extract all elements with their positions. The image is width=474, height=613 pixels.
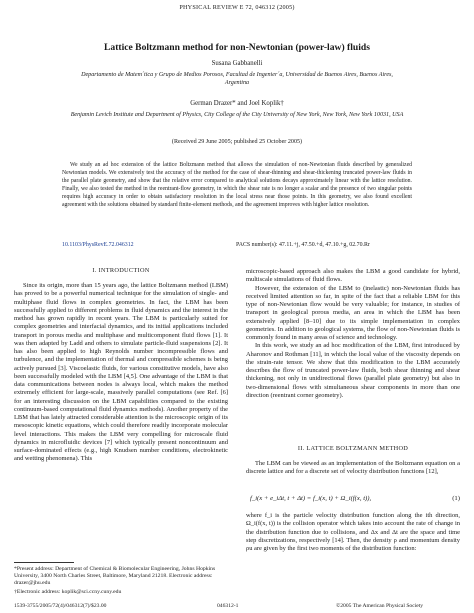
copyright-line: ©2005 The American Physical Society <box>336 603 424 609</box>
paper-title: Lattice Boltzmann method for non-Newtonian (power-law) fluids <box>104 42 370 53</box>
intro-paragraph-3: In this work, we study an ad hoc modification of the LBM, first introduced by Aharonov and Rothman [11], in which the local value of the viscosity depends on the strain-rate tensor. We show that this modification to the LBM accurately describes the flow of truncated power-law fluids, both shear thinning and shear thickening, not only in unidirectional flows (parallel plate geometry) but also in two-dimensional flows with simultaneous shear components in more than one direction (reentrant corner geometry). <box>246 342 460 399</box>
doi-link[interactable]: 10.1103/PhysRevE.72.046312 <box>62 242 134 248</box>
authors-drazer-koplik: German Drazer* and Joel Koplik† <box>190 100 284 107</box>
footnote-present-address: *Present address: Department of Chemical & Biomolecular Engineering, Johns Hopkins University, 3400 North Charles Street, Baltimore, Maryland 21218. Electronic address: drazer@jhu.edu <box>14 566 216 587</box>
issn-line: 1539-3755/2005/72(4)/046312(7)/$23.00 <box>14 603 107 609</box>
affiliation-line-2: Argentina <box>224 80 250 86</box>
lbm-explanation <box>246 512 460 553</box>
section-heading-lbm: II. LATTICE BOLTZMANN METHOD <box>297 445 409 452</box>
author-gabbanelli: Susana Gabbanelli <box>211 60 263 67</box>
right-column <box>246 268 460 400</box>
left-column <box>14 282 228 464</box>
footnote-divider <box>14 562 74 563</box>
section-heading-introduction: I. INTRODUCTION <box>92 267 150 274</box>
equation-body: f_i(x + e_iΔt, t + Δt) = f_i(x, t) + Ω_i(f(x, t)), <box>250 495 372 502</box>
equation-number: (1) <box>452 495 460 502</box>
intro-paragraph-2: However, the extension of the LBM to (inelastic) non-Newtonian fluids has received limited attention so far, in spite of the fact that a reliable LBM for this type of non-Newtonian flow would be very valuable; for instance, in studies of transport in geological porous media, an area in which the LBM has been extensively applied [8–10] due to its simple implementation in complex geometries. In addition to geological systems, the flow of non-Newtonian fluids is commonly found in many areas of science and technology. <box>246 284 460 341</box>
lbm-intro <box>246 460 460 477</box>
affiliation-buenos-aires <box>30 71 444 87</box>
received-date: (Received 29 June 2005; published 25 October 2005) <box>171 139 303 145</box>
intro-paragraph-continued: microscopic-based approach also makes the LBM a good candidate for hybrid, multiscale simulations of fluid flows. <box>246 268 460 284</box>
affiliation-line-1: Departamento de Matem´tica y Grupo de Medios Porosos, Facultad de Ingenier´a, Universidad de Buenos Aires, Buenos Aires, <box>81 72 393 78</box>
affiliation-levich: Benjamin Levich Institute and Department of Physics, City College of the City University of New York, New York, New York 10031, USA <box>70 112 404 118</box>
intro-paragraph-1: Since its origin, more than 15 years ago, the lattice Boltzmann method (LBM) has proved to be a powerful numerical technique for the simulation of single- and multiphase fluid flows in complex geometries. In fact, the LBM has been successfully applied to different problems in fluid dynamics and the interest in the method has grown rapidly in recent years. The LBM is particularly suited for complex geometries and interfacial dynamics, and its initial applications included transport in porous media and multiphase and multicomponent fluid flows [1]. It was then adapted by Ladd and others to simulate particle-fluid suspensions [2]. It has also been applied to high Reynolds number incompressible flows and turbulence, and the implementation of thermal and compressible schemes is being actively pursued [3]. Viscoelastic fluids, for various constitutive models, have also been successfully modeled with the LBM [4,5]. One advantage of the LBM is that data communications between nodes is always local, which makes the method extremely efficient for large-scale, massively parallel computations (see Ref. [6] for an interesting discussion on the LBM capabilities compared to the existing continuum-based computational fluid dynamics methods). Another property of the LBM that has lately attracted considerable attention is the microscopic origin of its mesoscopic kinetic equations, which could therefore readily incorporate molecular level interactions. This makes the LBM very compelling for microscale fluid dynamics in microfluidic devices [7] which typically present noncontinuum and surface-dominated effects (e.g., high Knudsen number conditions, electrokinetic and wetting phenomena). This <box>14 282 228 463</box>
page-number: 046312-1 <box>217 603 239 609</box>
running-head: PHYSICAL REVIEW E 72, 046312 (2005) <box>179 4 295 11</box>
abstract: We study an ad hoc extension of the lattice Boltzmann method that allows the simulation of non-Newtonian fluids described by generalized Newtonian models. We extensively test the accuracy of the method for the case of shear-thinning and shear-thickening truncated power-law fluids in the parallel plate geometry, and show that the relative error compared to analytical solutions decays approximately linear with the lattice resolution. Finally, we also tested the method in the reentrant-flow geometry, in which the shear rate is no longer a scalar and the presence of two singular points requires high accuracy in order to obtain satisfactory resolution in the local stress near those points. In this geometry, we also found excellent agreement with the solutions obtained by standard finite-element methods, and the agreement improves with higher lattice resolution. <box>62 162 412 209</box>
equation-1 <box>250 495 460 502</box>
lbm-paragraph-2: where f_i is the particle velocity distribution function along the ith direction, Ω_i(f(x, t)) is the collision operator which takes into account the rate of change in the distribution function due to collisions, and Δx and Δt are the space and time step discretizations, respectively [14]. Then, the density ρ and momentum density ρu are given by the first two moments of the distribution function: <box>246 512 460 552</box>
pacs-numbers: PACS number(s): 47.11.+j, 47.50.+d, 47.10.+g, 02.70.Rr <box>236 242 370 248</box>
lbm-paragraph-1: The LBM can be viewed as an implementation of the Boltzmann equation on a discrete lattice and for a discrete set of velocity distribution functions [12], <box>246 460 460 476</box>
footnote-koplik-email: †Electronic address: koplik@sci.ccny.cuny.edu <box>14 589 122 595</box>
